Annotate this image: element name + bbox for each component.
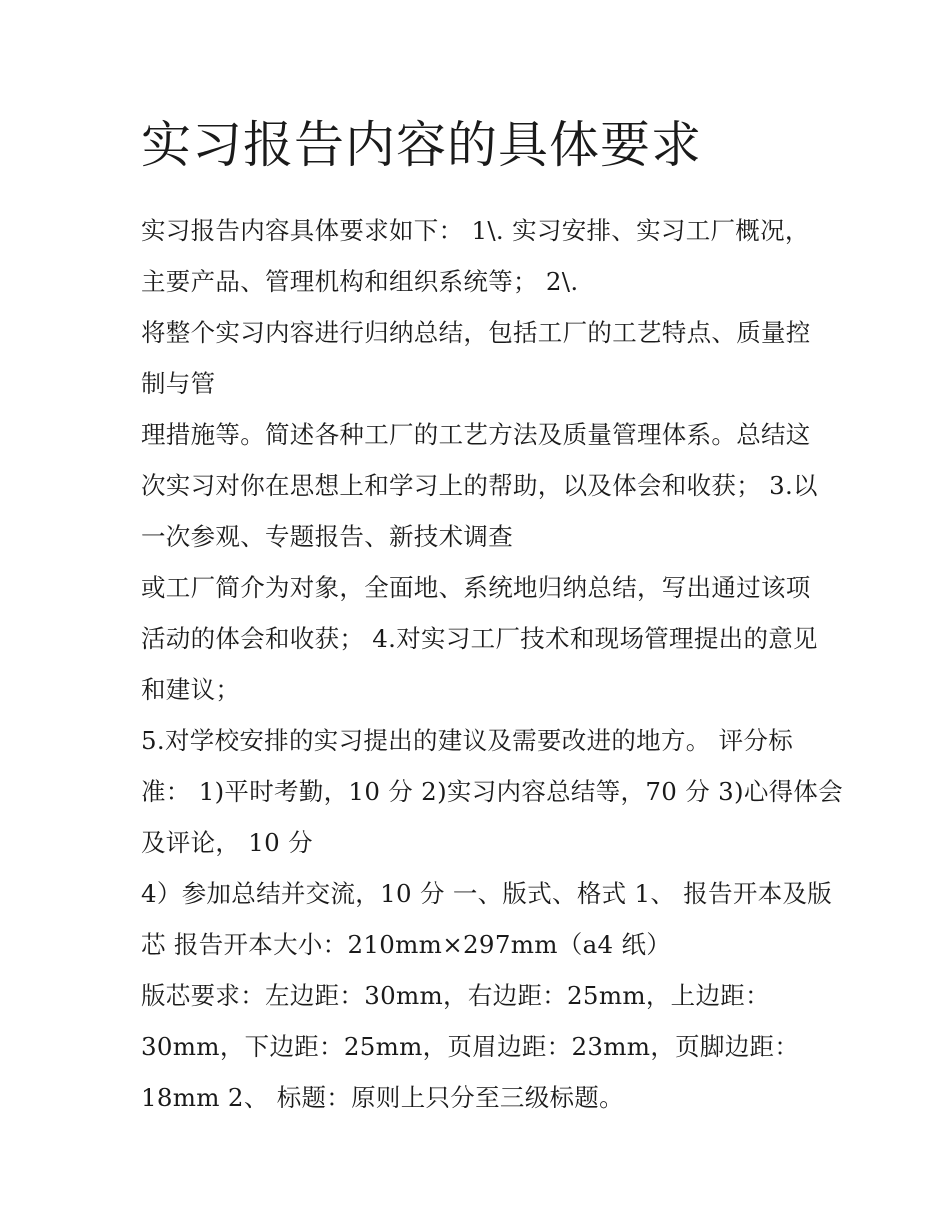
body-line: 准： 1)平时考勤，10 分 2)实习内容总结等，70 分 3)心得体会 <box>141 777 844 806</box>
body-line: 理措施等。简述各种工厂的工艺方法及质量管理体系。总结这 <box>141 420 811 449</box>
body-line: 5.对学校安排的实习提出的建议及需要改进的地方。 评分标 <box>141 726 794 755</box>
body-line: 一次参观、专题报告、新技术调查 <box>141 522 513 551</box>
body-line: 4）参加总结并交流，10 分 一、版式、格式 1、 报告开本及版 <box>141 879 833 908</box>
body-line: 次实习对你在思想上和学习上的帮助，以及体会和收获； 3.以 <box>141 471 818 500</box>
body-line: 主要产品、管理机构和组织系统等； 2\. <box>141 267 579 296</box>
body-line: 制与管 <box>141 369 216 398</box>
body-line: 18mm 2、 标题：原则上只分至三级标题。 <box>141 1083 624 1112</box>
body-line: 30mm，下边距：25mm，页眉边距：23mm，页脚边距： <box>141 1032 800 1061</box>
document-body <box>141 205 844 1123</box>
document-page <box>141 112 844 1123</box>
body-line: 版芯要求：左边距：30mm，右边距：25mm，上边距： <box>141 981 770 1010</box>
document-title: 实习报告内容的具体要求 <box>141 116 702 174</box>
body-line: 活动的体会和收获； 4.对实习工厂技术和现场管理提出的意见 <box>141 624 818 653</box>
body-line: 和建议； <box>141 675 241 704</box>
body-line: 或工厂简介为对象，全面地、系统地归纳总结，写出通过该项 <box>141 573 811 602</box>
body-line: 及评论， 10 分 <box>141 828 313 857</box>
body-line: 芯 报告开本大小：210mm×297mm（a4 纸） <box>141 930 672 959</box>
body-line: 将整个实习内容进行归纳总结，包括工厂的工艺特点、质量控 <box>141 318 811 347</box>
body-line: 实习报告内容具体要求如下： 1\. 实习安排、实习工厂概况， <box>141 216 810 245</box>
